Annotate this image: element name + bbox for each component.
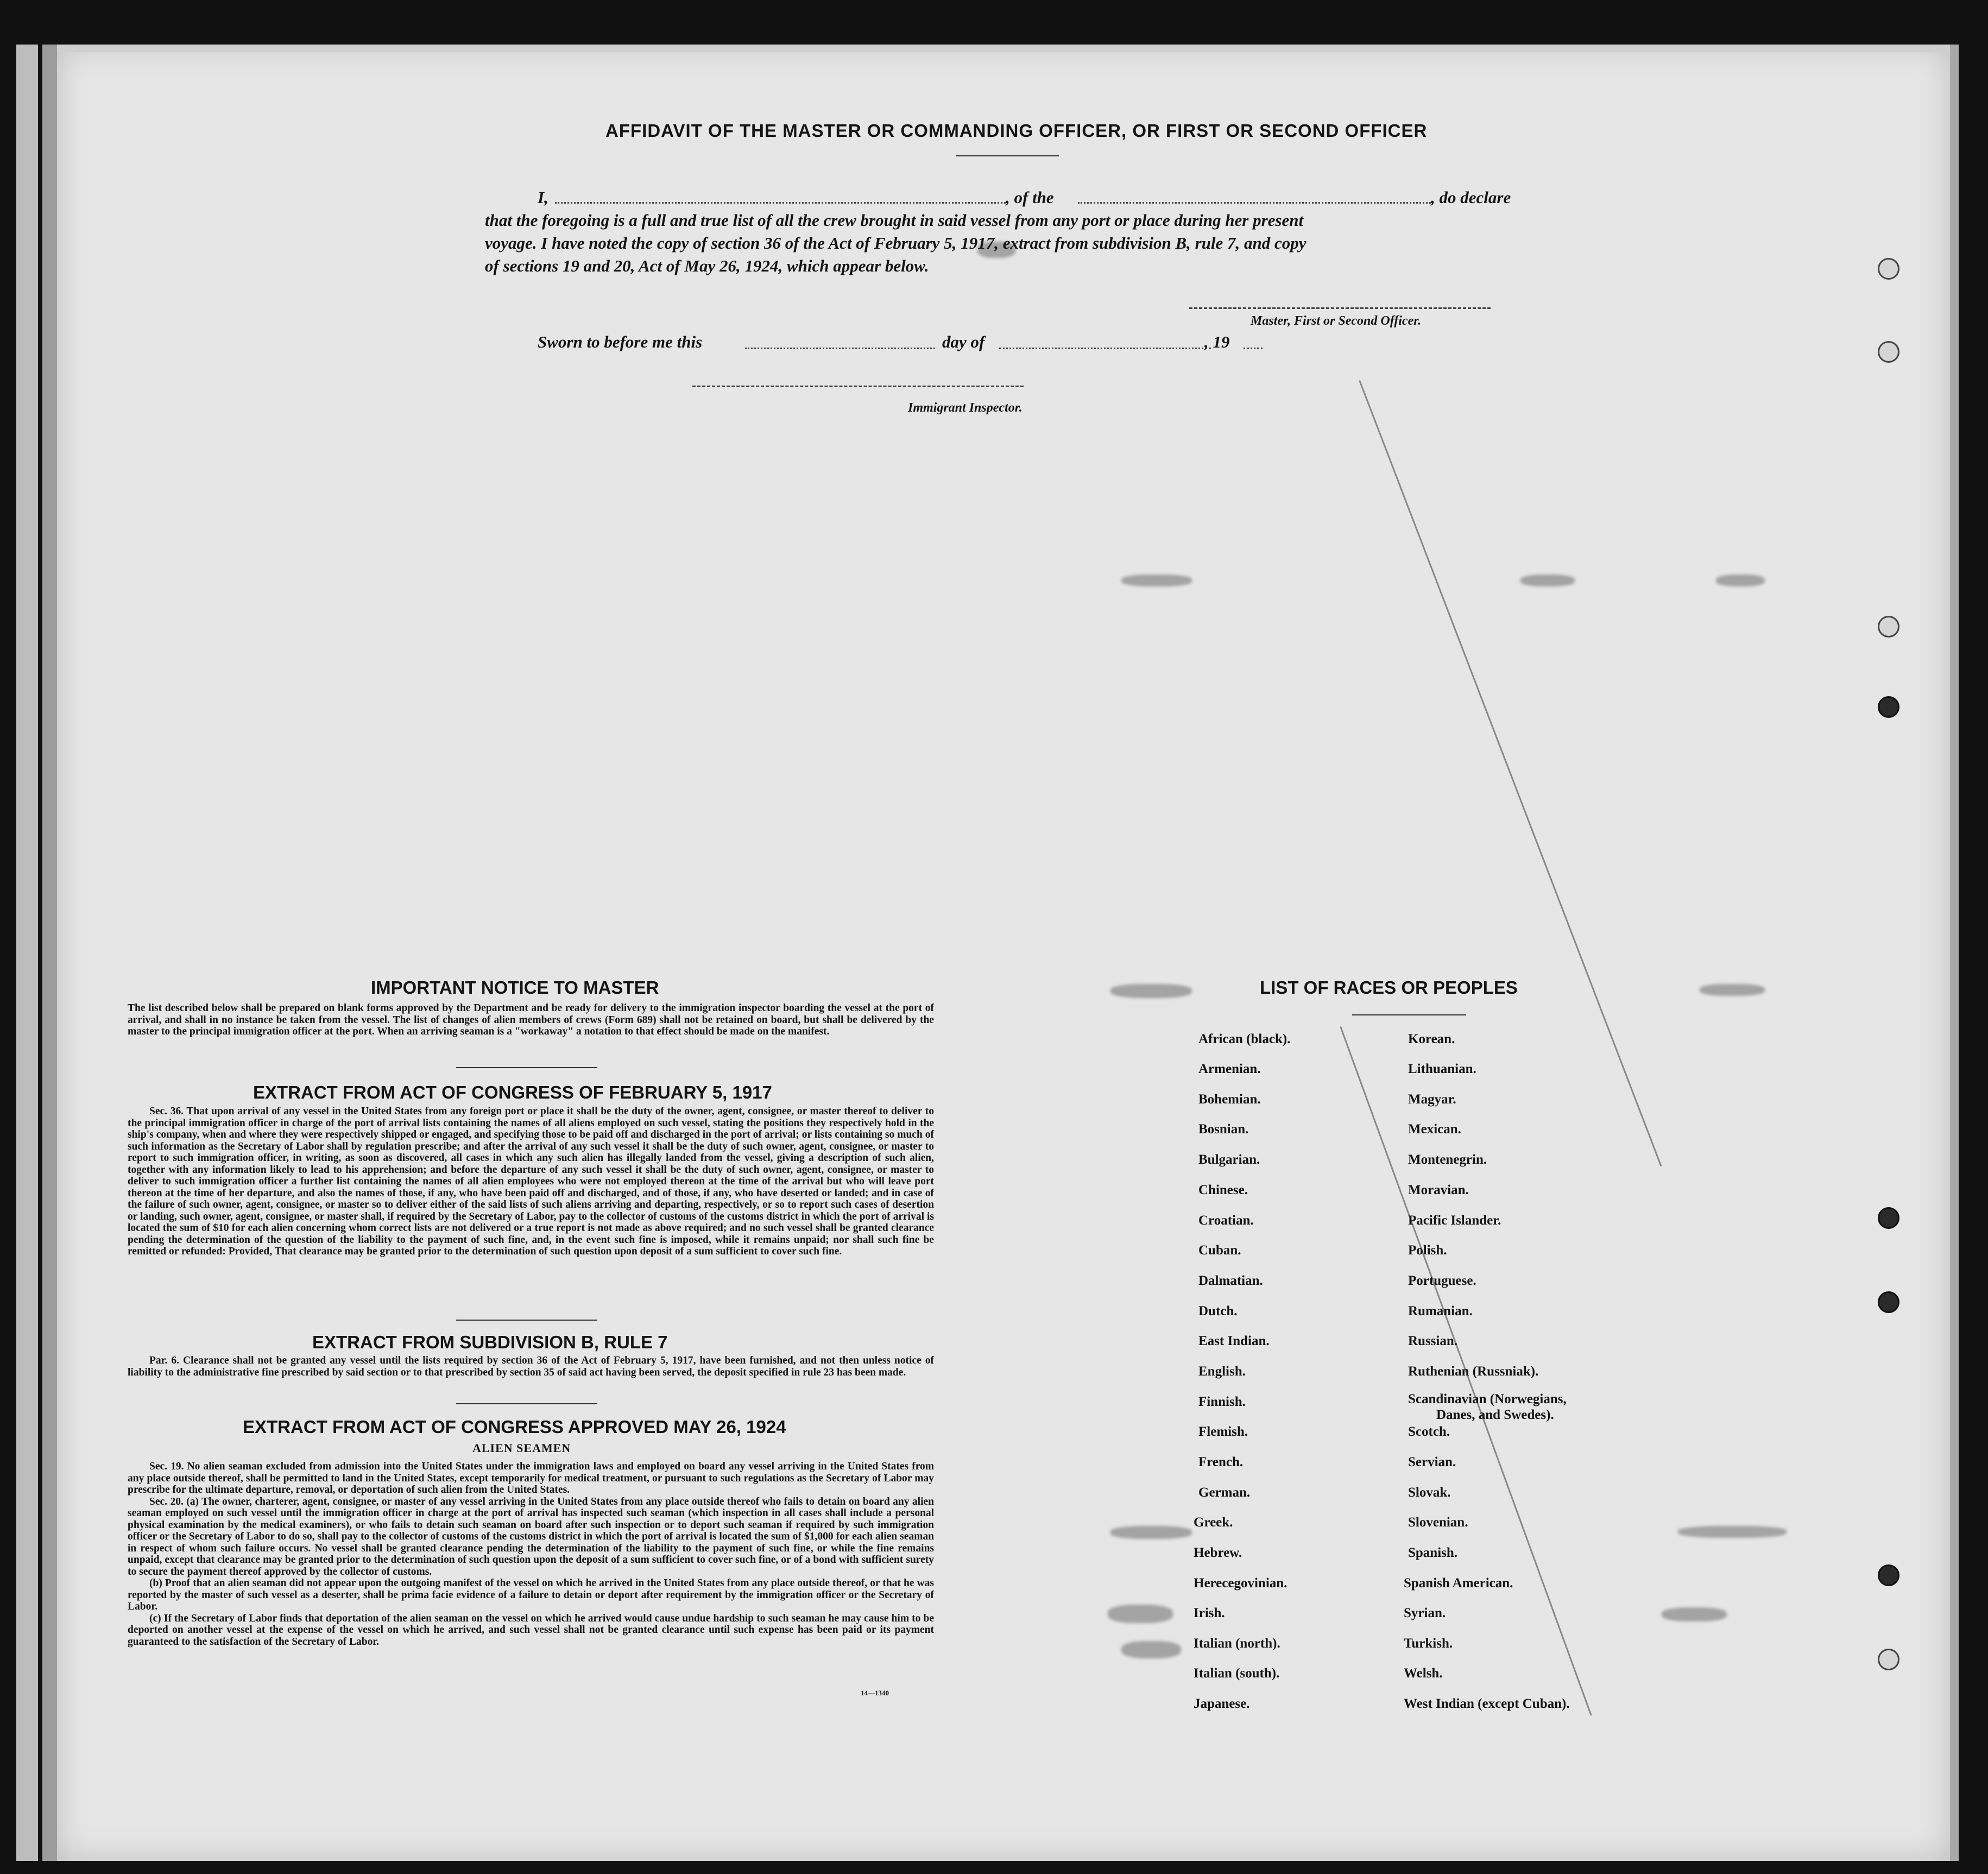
race-item: Armenian. (1198, 1062, 1261, 1076)
race-item: Japanese. (1194, 1696, 1250, 1711)
race-item: West Indian (except Cuban). (1404, 1696, 1570, 1711)
affidavit-line-3: voyage. I have noted the copy of section 36 of the Act of February 5, 1917, extract from subdivision B, rule 7, and copy (485, 234, 1307, 253)
race-item: Slovenian. (1408, 1515, 1468, 1530)
races-title-underline (1352, 1014, 1466, 1015)
race-item: Servian. (1408, 1455, 1456, 1469)
extract-1924-text (128, 1461, 934, 1648)
sec20c-paragraph: (c) If the Secretary of Labor finds that deportation of the alien seaman on the vessel on which he arrived would cause undue hardship to such seaman he may cause him to be deported on another vessel at the expense of the vessel on which he arrived, and such vessel shall not be granted clearance until such expense has been paid or its payment guaranteed to the satisfaction of the Secretary of Labor. (128, 1612, 934, 1648)
race-item: English. (1198, 1364, 1246, 1379)
par6-paragraph: Par. 6. Clearance shall not be granted any vessel until the lists required by section 36 of the Act of February 5, 1917, have been furnished, and not then unless notice of liability to the administrative fine prescribed by said section or to that prescribed by section 35 of said act having been served, the deposit specified in rule 23 has been made. (128, 1355, 934, 1378)
section-divider (456, 1403, 597, 1404)
bleed-through-smudge (1121, 1641, 1181, 1658)
sworn-year-blank[interactable] (1244, 348, 1263, 349)
page-edge-left (16, 45, 38, 1861)
rule7-title: EXTRACT FROM SUBDIVISION B, RULE 7 (312, 1332, 668, 1352)
bleed-through-smudge (1700, 984, 1765, 996)
inspector-signature-line[interactable] (692, 386, 1024, 387)
race-item: Italian (north). (1194, 1636, 1280, 1651)
name-blank[interactable] (555, 202, 1006, 204)
affidavit-line-4: of sections 19 and 20, Act of May 26, 1924, which appear below. (485, 256, 929, 275)
binder-hole (1878, 258, 1899, 280)
section-divider (456, 1320, 597, 1321)
race-item: Finnish. (1198, 1395, 1246, 1409)
bleed-through-smudge (1520, 575, 1575, 586)
sec36-paragraph: Sec. 36. That upon arrival of any vessel in the United States from any foreign port or place it shall be the duty of the owner, agent, consignee, or master thereof to deliver to the principal immigration officer in charge of the port of arrival lists containing the names of all aliens employed on such vessel, stating the positions they respectively hold in the ship's company, when and where they were respectively shipped or engaged, and specifying those to be paid off and discharged in the port of arrival; or lists containing so much of such information as the Secretary of Labor shall by regulation prescribe; and after the arrival of any such vessel it shall be the duty of such owner, agent, consignee, or master to report to such immigration officer, in writing, as soon as discovered, all cases in which any such alien has illegally landed from the vessel, giving a description of such alien, together with any information likely to lead to his apprehension; and before the departure of any such vessel it shall be the duty of such owner, agent, consignee, or master to deliver to such immigration officer a further list containing the names of all alien employees who were not employed thereon at the time of the arrival but who will leave port thereon at the time of her departure, and also the names of those, if any, who have been paid off and discharged, and of those, if any, who have deserted or landed; and in case of the failure of such owner, agent, consignee, or master so to deliver either of the said lists of such aliens arriving and departing, respectively, or so to report such cases of desertion or landing, such owner, agent, consignee, or master shall, if required by the Secretary of Labor, pay to the collector of customs of the customs district in which the port of arrival is located the sum of $10 for each alien concerning whom correct lists are not delivered or a true report is not made as above required; and no such vessel shall be granted clearance pending the determination of the question of the liability to the payment of such fine, and, in the event such fine is imposed, while it remains unpaid; nor shall such fine be remitted or refunded: Provided, That clearance may be granted prior to the determination of such question upon deposit of a sum sufficient to cover such fine. (128, 1106, 934, 1257)
bleed-through-smudge (1108, 1605, 1173, 1623)
race-item: Bosnian. (1198, 1122, 1249, 1137)
race-item: Ruthenian (Russniak). (1408, 1364, 1539, 1379)
notice-paragraph: The list described below shall be prepared on blank forms approved by the Department and be ready for delivery to the immigration inspector boarding the vessel at the port of arrival, and shall in no instance be taken from the vessel. The list of changes of alien members of crews (Form 689) shall not be retained on board, but shall be delivered by the master to the principal immigration officer at the port. When an arriving seaman is a "workaway" a notation to that effect should be made on the manifest. (128, 1002, 934, 1037)
section-divider (456, 1067, 597, 1068)
title-underline (956, 155, 1059, 156)
vessel-blank[interactable] (1078, 202, 1431, 204)
affidavit-line-i: I, (538, 188, 548, 207)
sec19-paragraph: Sec. 19. No alien seaman excluded from admission into the United States under the immigration laws and employed on board any vessel arriving in the United States from any place outside thereof, shall be permitted to land in the United States, except temporarily for medical treatment, or pursuant to such regulations as the Secretary of Labor may prescribe for the ultimate departure, removal, or deportation of such alien from the United States. (128, 1461, 934, 1496)
bleed-through-smudge (1121, 575, 1192, 586)
race-item: Mexican. (1408, 1122, 1461, 1137)
race-item-continuation: Danes, and Swedes). (1436, 1408, 1554, 1422)
bleed-through-smudge (1716, 575, 1765, 586)
sec20a-paragraph: Sec. 20. (a) The owner, charterer, agent, consignee, or master of any vessel arriving in the United States from any place outside thereof who fails to detain on board any alien seaman employed on such vessel until the immigration officer in charge at the port of arrival has inspected such seaman (which inspection in all cases shall include a personal physical examination by the medical examiners), or who fails to detain such seaman on board after such inspection or to deport such seaman if required by such immigration officer or the Secretary of Labor to do so, shall pay to the collector of customs of the customs district in which the port of arrival is located the sum of $1,000 for each alien seaman in respect of whom such failure occurs. No vessel shall be granted clearance pending the determination of the liability to the payment of such fine, or while the fine remains unpaid, except that clearance may be granted prior to the determination of such question upon the deposit of a sum sufficient to cover such fine, or of a bond with sufficient surety to secure the payment thereof approved by the collector of customs. (128, 1496, 934, 1578)
race-item: Pacific Islander. (1408, 1213, 1501, 1228)
page-edge-left-inner (42, 45, 57, 1861)
race-item: Montenegrin. (1408, 1152, 1487, 1167)
race-item: Flemish. (1198, 1424, 1248, 1439)
race-item: East Indian. (1198, 1334, 1270, 1348)
race-item: Moravian. (1408, 1183, 1469, 1197)
sworn-day-of: day of (942, 332, 985, 351)
binder-hole (1878, 696, 1899, 718)
race-item: French. (1198, 1455, 1244, 1469)
race-item: Hebrew. (1194, 1545, 1242, 1560)
notice-title: IMPORTANT NOTICE TO MASTER (371, 977, 659, 998)
master-signature-line[interactable] (1189, 307, 1491, 309)
race-item: Russian. (1408, 1334, 1458, 1348)
race-item: Spanish American. (1404, 1576, 1513, 1591)
top-crease (57, 45, 1950, 52)
sworn-month-blank[interactable] (999, 348, 1211, 349)
affidavit-of-the: , of the (1006, 188, 1054, 207)
page-edge-right (1950, 45, 1959, 1861)
bleed-through-smudge (1662, 1607, 1727, 1621)
race-item: Scandinavian (Norwegians, (1408, 1392, 1567, 1406)
race-item: African (black). (1198, 1032, 1291, 1046)
race-item: Croatian. (1198, 1213, 1254, 1228)
binder-hole (1878, 1207, 1899, 1229)
race-item: Dutch. (1198, 1304, 1238, 1318)
bleed-through-smudge (1110, 984, 1192, 998)
rule7-text (128, 1355, 934, 1378)
binder-hole (1878, 1291, 1899, 1313)
inspector-label: Immigrant Inspector. (908, 401, 1023, 415)
race-item: Bulgarian. (1198, 1152, 1260, 1167)
form-number: 14—1340 (861, 1689, 889, 1697)
race-item: Dalmatian. (1198, 1273, 1263, 1288)
races-title: LIST OF RACES OR PEOPLES (1260, 977, 1518, 998)
binder-hole (1878, 341, 1899, 363)
extract-1917-title: EXTRACT FROM ACT OF CONGRESS OF FEBRUARY 5, 1917 (253, 1082, 772, 1102)
race-item: Polish. (1408, 1243, 1447, 1258)
bleed-through-smudge (1678, 1526, 1787, 1538)
race-item: Lithuanian. (1408, 1062, 1476, 1076)
master-label: Master, First or Second Officer. (1251, 314, 1422, 328)
race-item: Irish. (1194, 1606, 1225, 1620)
race-item: Spanish. (1408, 1545, 1458, 1560)
race-item: Turkish. (1404, 1636, 1453, 1651)
race-item: German. (1198, 1485, 1251, 1500)
race-item: Chinese. (1198, 1183, 1248, 1197)
affidavit-declare: , do declare (1431, 188, 1511, 207)
race-item: Korean. (1408, 1032, 1455, 1046)
affidavit-line-2: that the foregoing is a full and true list of all the crew brought in said vessel from any port or place during her present (485, 211, 1304, 230)
race-item: Portuguese. (1408, 1273, 1476, 1288)
race-item: Welsh. (1404, 1666, 1443, 1681)
sworn-day-blank[interactable] (745, 348, 935, 349)
sec20b-paragraph: (b) Proof that an alien seaman did not appear upon the outgoing manifest of the vessel on which he arrived in the United States from any place outside thereof, or that he was reported by the master of such vessel as a deserter, shall be prima facie evidence of a failure to detain or deport after requirement by the immigration officer or the Secretary of Labor. (128, 1578, 934, 1612)
race-item: Magyar. (1408, 1092, 1456, 1107)
bleed-through-smudge (1110, 1526, 1192, 1539)
sworn-year: , 19 (1204, 332, 1230, 351)
race-item: Bohemian. (1198, 1092, 1261, 1107)
binder-hole (1878, 616, 1899, 638)
extract-1917-text (128, 1106, 934, 1258)
notice-text (128, 1002, 934, 1038)
race-item: Slovak. (1408, 1485, 1451, 1500)
sworn-prefix: Sworn to before me this (538, 332, 703, 351)
race-item: Scotch. (1408, 1424, 1450, 1439)
race-item: Herecegovinian. (1194, 1576, 1288, 1591)
race-item: Greek. (1194, 1515, 1233, 1530)
race-item: Cuban. (1198, 1243, 1241, 1258)
race-item: Italian (south). (1194, 1666, 1280, 1681)
binder-hole (1878, 1564, 1899, 1586)
race-item: Syrian. (1404, 1606, 1446, 1620)
extract-1924-title: EXTRACT FROM ACT OF CONGRESS APPROVED MAY 26, 1924 (243, 1417, 786, 1437)
binder-hole (1878, 1649, 1899, 1670)
affidavit-title: AFFIDAVIT OF THE MASTER OR COMMANDING OFFICER, OR FIRST OR SECOND OFFICER (605, 121, 1428, 141)
alien-seamen-subtitle: ALIEN SEAMEN (472, 1441, 571, 1455)
race-item: Rumanian. (1408, 1304, 1473, 1318)
